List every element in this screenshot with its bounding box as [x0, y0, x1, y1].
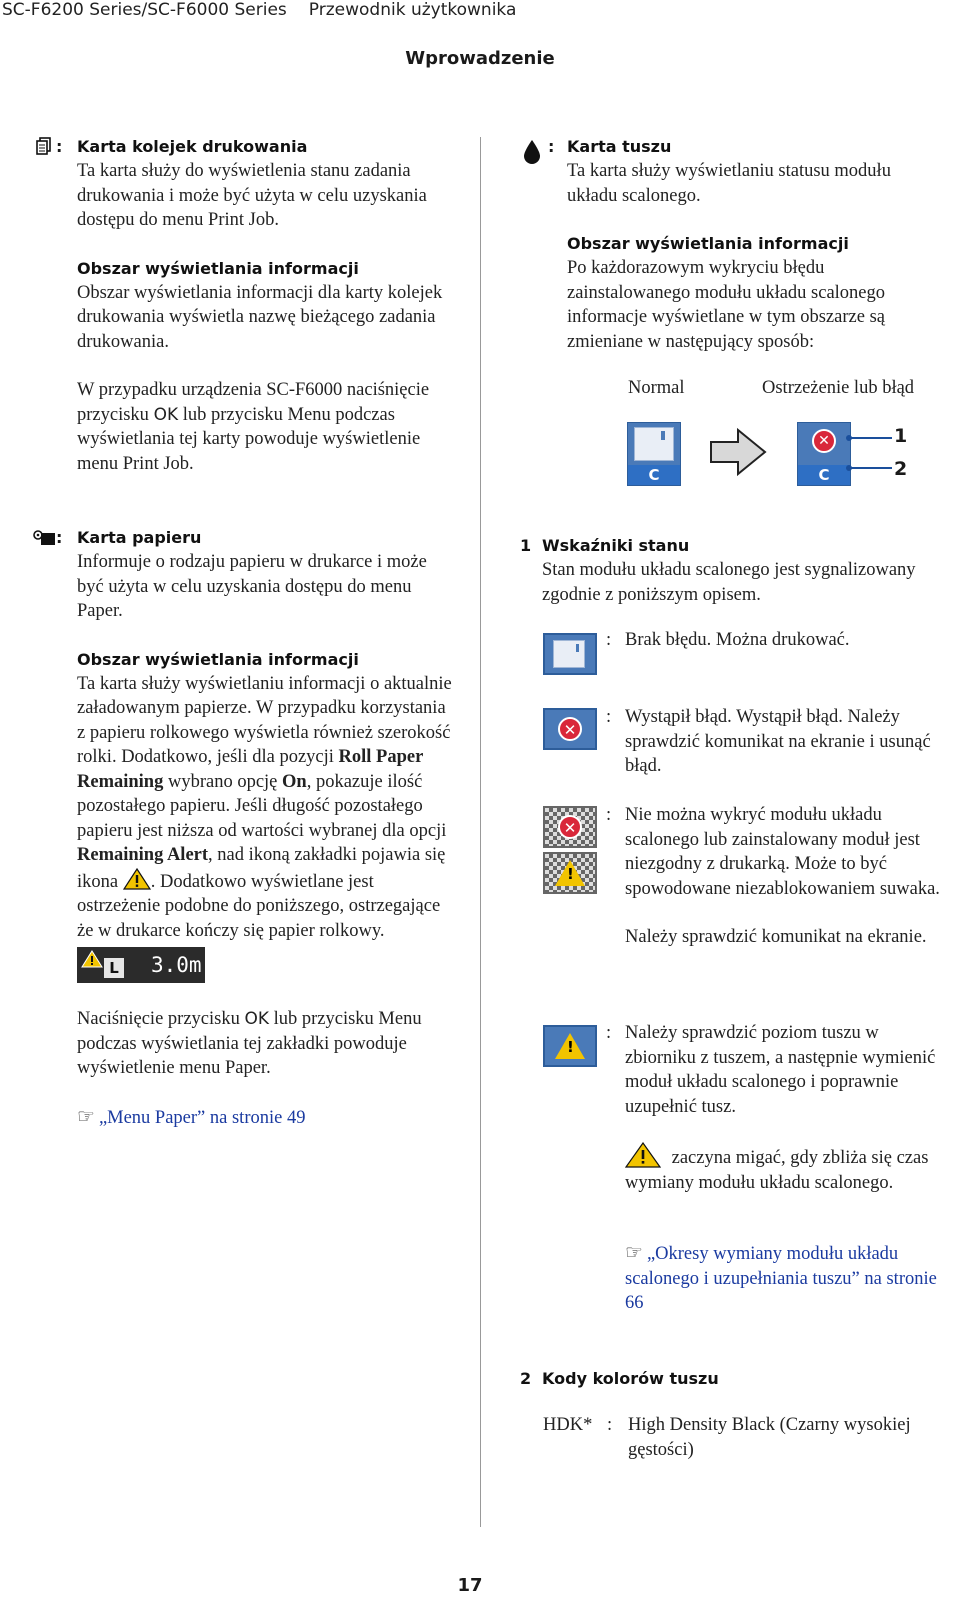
state-label-normal: Normal: [628, 378, 685, 398]
remaining-alert-label: Remaining Alert: [77, 845, 209, 865]
status-unrecognized-text: [625, 803, 943, 950]
job-tab-block: [77, 135, 452, 476]
paper-p1-4: , nad ikoną zakładki pojawia się ikona: [77, 845, 446, 892]
hdk-colon: :: [607, 1415, 613, 1435]
replacement-link-text[interactable]: „Okresy wymiany modułu układu scalonego i uzupełniania tuszu” na stronie 66: [625, 1244, 937, 1313]
paper-tab-desc: Informuje o rodzaju papieru w drukarce i może być użyta w celu uzyskania dostępu do menu Paper.: [77, 552, 427, 621]
ink-info-title: Obszar wyświetlania informacji: [567, 234, 849, 253]
status-colon-3: :: [606, 805, 612, 825]
paper-info-title: Obszar wyświetlania informacji: [77, 649, 359, 669]
status-unrecognized-desc: Nie można wykryć modułu układu scalonego lub zainstalowany moduł jest niezgodny z drukarką. Może to być spowodowane niezablokowaniem suwaka.: [625, 805, 940, 899]
status-check-message: Należy sprawdzić komunikat na ekranie.: [625, 927, 927, 947]
paper-p1-2: wybrano opcję: [163, 771, 283, 792]
status-ok-text: Brak błędu. Można drukować.: [625, 630, 850, 650]
job-tab-colon: :: [56, 137, 63, 156]
status-desc: Stan modułu układu scalonego jest sygnalizowany zgodnie z poniższym opisem.: [542, 560, 916, 605]
paper-note-post: lub przycisku Menu podczas wyświetlania tej zakładki powoduje wyświetlenie menu Paper.: [77, 1009, 422, 1078]
on-option-label: On: [282, 771, 307, 792]
menu-paper-link[interactable]: [77, 1105, 452, 1131]
blinking-warning-icon: [625, 1142, 661, 1168]
status-unrecognized-warning-icon: [543, 852, 597, 894]
error-icon: ✕: [812, 429, 836, 453]
paper-info-text: [77, 672, 452, 984]
pointing-hand-icon-2: ☞: [625, 1242, 643, 1264]
ink-tab-desc: Ta karta służy wyświetlaniu statusu modułu układu scalonego.: [567, 161, 891, 206]
print-queue-icon: [36, 137, 52, 155]
ink-level-panel: [634, 427, 674, 461]
status-blink-text: zaczyna migać, gdy zbliża się czas wymiany modułu układu scalonego.: [625, 1148, 929, 1193]
ok-button-label: OK: [153, 404, 179, 425]
warning-icon: [123, 868, 151, 890]
status-title: Wskaźniki stanu: [542, 536, 690, 555]
status-colon-2: :: [606, 707, 612, 727]
pointing-hand-icon: ☞: [77, 1105, 95, 1128]
job-note: [77, 378, 452, 476]
menu-paper-link-text[interactable]: „Menu Paper” na stronie 49: [98, 1107, 306, 1128]
job-info-title: Obszar wyświetlania informacji: [77, 258, 359, 278]
lcd-remaining-value: 3.0m: [151, 953, 202, 977]
ink-color-code-error: C: [798, 465, 850, 485]
ink-tab-colon: :: [548, 137, 555, 156]
paper-p1: Ta karta służy wyświetlaniu informacji o aktualnie załadowanym papierze. W przypadku korzystania z papieru rolkowego wyświetla również szerokość rolki. Dodatkowo, jeśli dla pozycji: [77, 673, 452, 767]
ink-drop-icon: [522, 139, 542, 165]
paper-p1-5: . Dodatkowo wyświetlane jest ostrzeżenie podobne do poniższego, ostrzegające że w drukarce kończy się papier rolkowy.: [77, 871, 441, 941]
status-number: 1: [520, 536, 532, 555]
callout-2: 2: [894, 458, 908, 480]
paper-tab-block: [77, 526, 452, 1130]
callout-lines: [840, 430, 900, 475]
status-unrecognized-error-icon: ✕: [543, 806, 597, 848]
status-ok-icon: [543, 633, 597, 675]
section-title: Wprowadzenie: [405, 48, 555, 69]
job-note-post: lub przycisku Menu podczas wyświetlania tej karty powoduje wyświetlenie menu Print Job.: [77, 404, 421, 474]
status-error-text: Wystąpił błąd. Wystąpił błąd. Należy sprawdzić komunikat na ekranie i usunąć błąd.: [625, 707, 931, 776]
lcd-warning-icon: [81, 950, 103, 968]
status-blink-note: [625, 1142, 943, 1195]
codes-number: 2: [520, 1369, 532, 1388]
paper-note-pre: Naciśnięcie przycisku: [77, 1009, 245, 1029]
header-guide: Przewodnik użytkownika: [308, 0, 517, 20]
ink-color-code-normal: C: [628, 465, 680, 485]
status-warning-text: Należy sprawdzić poziom tuszu w zbiorniku z tuszem, a następnie wymienić moduł układu scalonego i poprawnie uzupełnić tusz.: [625, 1023, 936, 1117]
callout-1: 1: [894, 425, 908, 447]
ink-info-text: Po każdorazowym wykryciu błędu zainstalowanego modułu układu scalonego informacje wyświetlane w tym obszarze są zmieniane w następujący sposób:: [567, 258, 886, 352]
status-colon-1: :: [606, 630, 612, 650]
hdk-code: HDK*: [543, 1415, 593, 1435]
roll-paper-remaining-label: Roll Paper Remaining: [77, 747, 423, 792]
roll-remaining-lcd: [77, 947, 205, 983]
column-divider: [480, 137, 481, 1527]
page-number: 17: [457, 1575, 483, 1596]
running-header: [2, 0, 516, 20]
job-info-text: Obszar wyświetlania informacji dla karty kolejek drukowania wyświetla nazwę bieżącego zadania drukowania.: [77, 282, 443, 352]
paper-tab-title: Karta papieru: [77, 528, 202, 547]
ink-tab-block: [567, 135, 942, 354]
status-colon-4: :: [606, 1023, 612, 1043]
paper-roll-icon: [33, 530, 57, 546]
header-model: SC-F6200 Series/SC-F6000 Series: [2, 0, 287, 20]
ink-tab-title: Karta tuszu: [567, 137, 672, 156]
transition-arrow-icon: [708, 427, 768, 477]
paper-note: [77, 1007, 452, 1081]
job-note-pre: W przypadku urządzenia SC-F6000 naciśnięcie przycisku: [77, 380, 430, 425]
hdk-description: High Density Black (Czarny wysokiej gęstości): [628, 1415, 911, 1460]
ink-module-normal: [627, 422, 681, 486]
job-tab-desc: Ta karta służy do wyświetlenia stanu zadania drukowania i może być użyta w celu uzyskania dostępu do menu Print Job.: [77, 161, 427, 230]
status-block: [542, 534, 942, 607]
paper-tab-colon: :: [56, 528, 63, 547]
job-tab-title: Karta kolejek drukowania: [77, 137, 308, 156]
lcd-roll-letter: L: [104, 958, 124, 978]
status-warning-icon: [543, 1025, 597, 1067]
paper-ok-label: OK: [244, 1009, 269, 1029]
replacement-link[interactable]: [625, 1241, 943, 1316]
codes-title: Kody kolorów tuszu: [542, 1369, 719, 1388]
state-label-warning: Ostrzeżenie lub błąd: [762, 378, 915, 398]
paper-p1-3: , pokazuje ilość pozostałego papieru. Jeśli długość pozostałego papieru jest niższa od wartości wybranej dla opcji: [77, 771, 447, 841]
status-error-icon: ✕: [543, 708, 597, 750]
